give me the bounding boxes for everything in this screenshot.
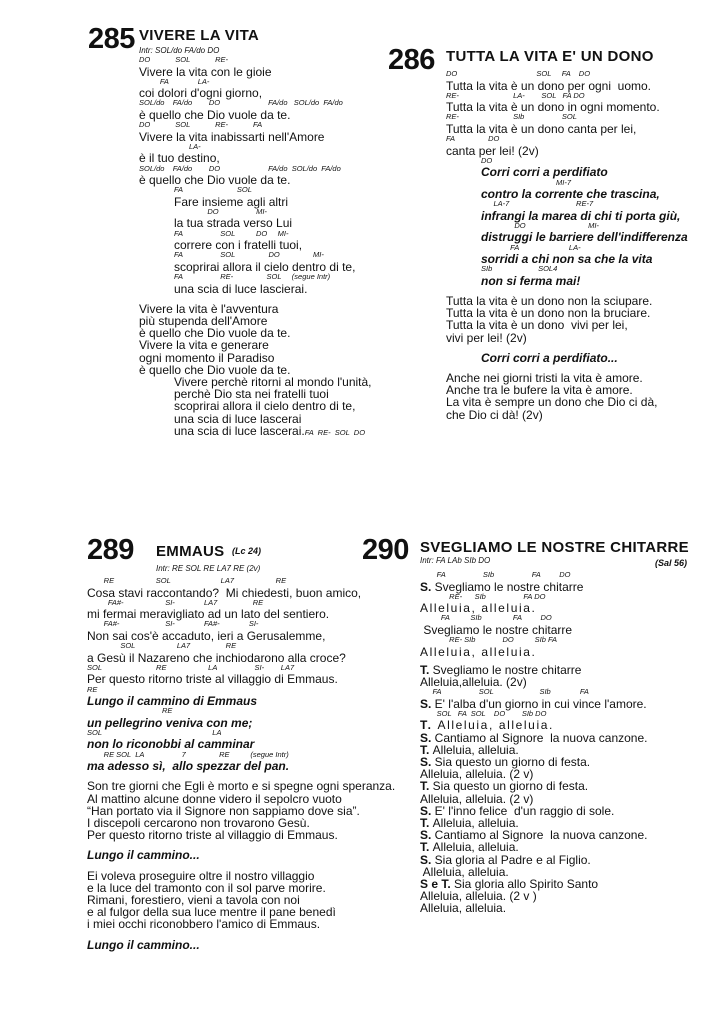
line-text: FA LA- bbox=[481, 242, 581, 252]
line-text: FA SIb FA DO bbox=[420, 570, 571, 579]
line-text: RE bbox=[87, 706, 173, 716]
line-text: DO MI- bbox=[481, 220, 599, 230]
line-text: Corri corri a perdifiato... bbox=[481, 350, 618, 365]
line-text: FA#- SI- FA#- SI- bbox=[87, 619, 259, 629]
lyric-line bbox=[174, 217, 292, 229]
line-text: Alleluia, alleluia. bbox=[420, 901, 507, 916]
speaker-label: T. bbox=[420, 816, 433, 830]
line-text: SIb SOL4 bbox=[481, 264, 558, 274]
line-text: una scia di luce lascierai. bbox=[174, 281, 308, 296]
line-text: è il tuo destino, bbox=[139, 151, 220, 166]
line-text: è quello che Dio vuole da te. bbox=[139, 173, 291, 187]
line-text: non lo riconobbi al camminar bbox=[87, 737, 255, 752]
lyric-line bbox=[174, 376, 372, 388]
refrain-line bbox=[87, 849, 200, 861]
lyric-line bbox=[174, 388, 329, 400]
line-text: FA RE- SOL (segue Intr) bbox=[174, 272, 331, 281]
line-text: è quello che Dio vuole da te. bbox=[139, 326, 291, 341]
chord-line bbox=[420, 710, 546, 718]
lyric-line bbox=[139, 315, 267, 327]
lyric-line bbox=[420, 581, 583, 593]
lyric-line bbox=[174, 400, 355, 412]
line-text: sorridi a chi non sa che la vita bbox=[481, 252, 653, 267]
lyric-line bbox=[420, 780, 588, 792]
lyric-line bbox=[446, 295, 652, 307]
intro-chords: Intr: FA LAb SIb DO bbox=[420, 556, 491, 565]
lyric-line bbox=[420, 890, 537, 902]
line-text: Vivere la vita è l'avventura bbox=[139, 301, 279, 316]
lyric-line bbox=[139, 152, 220, 164]
lyric-line bbox=[420, 744, 519, 756]
lyric-line bbox=[87, 829, 338, 841]
lyric-line bbox=[446, 123, 636, 135]
lyric-line bbox=[446, 101, 660, 113]
line-text: è quello che Dio vuole da te. bbox=[139, 107, 291, 122]
lyric-line bbox=[174, 261, 355, 273]
refrain-line bbox=[87, 738, 254, 750]
line-text: Alleluia, alleluia. bbox=[432, 742, 519, 757]
chord-line bbox=[139, 143, 201, 151]
line-text: Alleluia, alleluia. (2 v ) bbox=[420, 889, 537, 904]
intro-chords: Intr: RE SOL RE LA7 RE (2v) bbox=[156, 564, 261, 573]
chord-line bbox=[446, 135, 499, 143]
lyric-line bbox=[420, 602, 536, 614]
chord-line bbox=[87, 664, 294, 672]
line-text: scoprirai allora il cielo dentro di te, bbox=[174, 259, 356, 274]
line-text: Svegliamo le nostre chitarre bbox=[432, 662, 582, 677]
refrain-line bbox=[481, 166, 608, 178]
refrain-line bbox=[481, 352, 618, 364]
line-text: Ei voleva proseguire oltre il nostro villaggio bbox=[87, 868, 315, 883]
line-text: ma adesso sì, allo spezzar del pan. bbox=[87, 759, 290, 774]
chord-line bbox=[446, 92, 585, 100]
lyric-line bbox=[420, 624, 572, 636]
chord-line bbox=[446, 70, 590, 78]
line-text: RE SOL LA7 RE bbox=[87, 576, 287, 585]
chord-line bbox=[87, 751, 289, 759]
lyric-line bbox=[174, 239, 302, 251]
chord-line bbox=[87, 577, 286, 585]
song-title: EMMAUS bbox=[156, 543, 225, 560]
lyric-line bbox=[139, 327, 290, 339]
line-text: Alleluia, alleluia. bbox=[432, 816, 519, 830]
lyric-line bbox=[420, 698, 647, 710]
line-text: Fare insieme agli altri bbox=[174, 194, 289, 209]
lyric-line bbox=[446, 384, 633, 396]
chord-line bbox=[481, 222, 599, 230]
lyric-line bbox=[87, 918, 320, 930]
chord-line bbox=[87, 642, 236, 650]
refrain-line bbox=[481, 231, 688, 243]
speaker-label: S. bbox=[420, 579, 435, 594]
line-text: RE- SIb FA DO bbox=[420, 591, 546, 601]
line-text: Alleluia,alleluia. (2v) bbox=[420, 675, 527, 689]
line-text: più stupenda dell'Amore bbox=[139, 313, 268, 328]
line-text: un pellegrino veniva con me; bbox=[87, 715, 253, 730]
line-text: Lungo il cammino... bbox=[87, 848, 200, 863]
line-text: infrangi la marea di chi ti porta giù, bbox=[481, 208, 681, 223]
chord-line bbox=[174, 186, 252, 194]
lyric-line bbox=[420, 902, 506, 914]
line-text: Vivere la vita con le gioie bbox=[139, 64, 272, 79]
refrain-line bbox=[481, 275, 580, 287]
speaker-label: T. bbox=[420, 779, 433, 794]
line-text: Tutta la vita è un dono non la bruciare. bbox=[446, 306, 651, 321]
line-text: Sia gloria al Padre e al Figlio. bbox=[434, 852, 591, 867]
lyric-line bbox=[420, 664, 581, 676]
line-text: Tutta la vita è un dono canta per lei, bbox=[446, 121, 637, 136]
lyric-line bbox=[87, 882, 326, 894]
chord-line bbox=[174, 208, 267, 216]
lyric-line bbox=[446, 145, 539, 157]
chord-line bbox=[87, 686, 97, 694]
chord-line bbox=[139, 99, 343, 107]
line-text: RE- LA- SOL FA DO bbox=[446, 90, 585, 100]
lyric-line bbox=[87, 780, 395, 792]
refrain-line bbox=[87, 717, 252, 729]
line-text: Alleluia, alleluia. (2 v) bbox=[420, 791, 534, 806]
speaker-label: S. bbox=[420, 828, 435, 843]
lyric-line bbox=[139, 109, 290, 121]
line-text: e al fulgor della sua luce mentre il pane benedì bbox=[87, 905, 336, 920]
refrain-line bbox=[87, 939, 200, 951]
lyric-line bbox=[420, 768, 533, 780]
line-text: RE- SIb DO SIb FA bbox=[420, 635, 557, 645]
chord-line bbox=[87, 707, 172, 715]
lyric-line bbox=[446, 80, 651, 92]
lyric-line bbox=[139, 131, 324, 143]
line-text: canta per lei! (2v) bbox=[446, 143, 539, 158]
line-text: mi fermai meravigliato ad un lato del sentiero. bbox=[87, 607, 330, 622]
chord-line bbox=[139, 121, 262, 129]
line-text: La vita è sempre un dono che Dio ci dà, bbox=[446, 395, 658, 410]
line-text: Alleluia, alleluia. bbox=[420, 601, 537, 616]
line-text: SOL RE LA SI- LA7 bbox=[87, 662, 295, 672]
lyric-line bbox=[139, 174, 290, 186]
line-text: Anche tra le bufere la vita è amore. bbox=[446, 383, 633, 398]
chord-line bbox=[87, 620, 258, 628]
line-text: Tutta la vita è un dono in ogni momento. bbox=[446, 100, 660, 115]
song-title: SVEGLIAMO LE NOSTRE CHITARRE bbox=[420, 539, 689, 556]
chord-line bbox=[481, 200, 593, 208]
lyric-line bbox=[174, 196, 288, 208]
line-text: LA- bbox=[139, 141, 201, 151]
line-text: E' l'alba d'un giorno in cui vince l'amore. bbox=[434, 696, 647, 711]
line-text: a Gesù il Nazareno che inchiodarono alla croce? bbox=[87, 650, 346, 665]
line-text: “Han portato via il Signore non sappiamo dove sia”. bbox=[87, 803, 360, 818]
lyric-line bbox=[420, 805, 614, 817]
lyric-line bbox=[420, 866, 509, 878]
lyric-line bbox=[87, 870, 314, 882]
line-text: Sia questo un giorno di festa. bbox=[434, 755, 591, 769]
line-text: Sia gloria allo Spirito Santo bbox=[454, 877, 599, 891]
chord-line bbox=[420, 593, 545, 601]
speaker-label: S. bbox=[420, 803, 435, 818]
lyric-line bbox=[139, 87, 262, 99]
lyric-line bbox=[446, 372, 643, 384]
chord-line bbox=[420, 636, 557, 644]
line-text: SOL LA7 RE bbox=[87, 641, 237, 651]
speaker-label: S. bbox=[420, 696, 435, 711]
line-text: FA SIb FA DO bbox=[420, 613, 552, 623]
line-text: una scia di luce lascerai bbox=[174, 411, 302, 426]
line-text: DO MI- bbox=[174, 206, 267, 216]
song-title: TUTTA LA VITA E' UN DONO bbox=[446, 48, 654, 65]
line-text: Sia questo un giorno di festa. bbox=[432, 779, 589, 794]
song-number: 285 bbox=[88, 23, 135, 55]
line-text: Vivere la vita e generare bbox=[139, 338, 269, 353]
chord-line bbox=[174, 251, 324, 259]
lyric-line bbox=[420, 676, 527, 688]
line-text: DO SOL RE- bbox=[139, 55, 229, 64]
line-text: Alleluia, alleluia. bbox=[437, 718, 554, 733]
lyric-line bbox=[446, 409, 543, 421]
lyric-line bbox=[420, 841, 519, 853]
line-text: vivi per lei! (2v) bbox=[446, 330, 527, 345]
chord-line bbox=[481, 244, 581, 252]
lyric-line bbox=[87, 673, 338, 685]
lyric-line bbox=[87, 587, 361, 599]
lyric-line bbox=[87, 630, 325, 642]
line-text: Alleluia, alleluia. bbox=[420, 864, 509, 879]
line-text: contro la corrente che trascina, bbox=[481, 187, 660, 201]
line-text: la tua strada verso Lui bbox=[174, 216, 293, 231]
line-text: LA-7 RE-7 bbox=[481, 199, 594, 209]
song-number: 289 bbox=[87, 534, 134, 566]
line-text: FA SOL bbox=[174, 185, 252, 195]
lyric-line bbox=[446, 396, 657, 408]
chord-line bbox=[174, 230, 288, 238]
line-text: DO SOL FA DO bbox=[446, 69, 591, 78]
refrain-line bbox=[481, 188, 660, 200]
chord-line bbox=[420, 688, 589, 696]
line-text: Alleluia, alleluia. (2 v) bbox=[420, 767, 534, 782]
line-text: Cantiamo al Signore la nuova canzone. bbox=[434, 730, 648, 745]
line-text: è quello che Dio vuole da te. bbox=[139, 362, 291, 377]
speaker-label: S. bbox=[420, 730, 435, 745]
line-text: E' l'inno felice d'un raggio di sole. bbox=[434, 803, 615, 818]
lyric-line bbox=[420, 817, 519, 829]
speaker-label: T. bbox=[420, 742, 433, 757]
lyric-line bbox=[420, 793, 533, 805]
speaker-label: T. bbox=[420, 840, 433, 855]
song-number: 286 bbox=[388, 44, 435, 76]
line-text: Vivere perchè ritorni al mondo l'unità, bbox=[174, 374, 372, 389]
lyric-line bbox=[420, 646, 536, 658]
line-text: Corri corri a perdifiato bbox=[481, 165, 608, 180]
lyric-line bbox=[139, 66, 272, 78]
lyric-line bbox=[174, 283, 307, 295]
chord-line bbox=[481, 265, 557, 273]
lyric-line bbox=[139, 339, 269, 351]
trailing-chords: FA RE- SOL DO bbox=[304, 427, 366, 437]
line-text: non si ferma mai! bbox=[481, 273, 581, 288]
line-text: RE bbox=[87, 684, 98, 694]
intro-chords: Intr: SOL/do FA/do DO bbox=[139, 46, 220, 55]
lyric-line bbox=[420, 854, 591, 866]
lyric-line bbox=[87, 817, 310, 829]
refrain-line bbox=[87, 760, 289, 772]
line-text: e la luce del tramonto con il sol parve morire. bbox=[87, 880, 326, 895]
line-text: SOL/do FA/do DO FA/do SOL/do FA/do bbox=[139, 163, 341, 173]
line-text: SOL FA SOL DO SIb DO bbox=[420, 708, 547, 718]
lyric-line bbox=[420, 732, 647, 744]
line-text: Per questo ritorno triste al villaggio di Emmaus. bbox=[87, 672, 338, 687]
line-text: Rimani, forestiero, vieni a tavola con noi bbox=[87, 892, 300, 907]
line-text: Non sai cos'è accaduto, ieri a Gerusalemme, bbox=[87, 628, 326, 643]
chord-line bbox=[420, 571, 570, 579]
scripture-reference: (Lc 24) bbox=[232, 546, 262, 556]
line-text: distruggi le barriere dell'indifferenza bbox=[481, 230, 688, 245]
line-text: Vivere la vita inabissarti nell'Amore bbox=[139, 129, 325, 144]
line-text: Lungo il cammino di Emmaus bbox=[87, 694, 258, 708]
refrain-line bbox=[481, 210, 680, 222]
song-title: VIVERE LA VITA bbox=[139, 27, 260, 44]
line-text: Svegliamo le nostre chitarre bbox=[420, 622, 573, 637]
line-text: FA SOL SIb FA bbox=[420, 687, 589, 697]
line-text: Tutta la vita è un dono per ogni uomo. bbox=[446, 78, 652, 93]
line-text: DO SOL RE- FA bbox=[139, 120, 263, 130]
chord-line bbox=[87, 729, 221, 737]
lyric-line bbox=[139, 352, 274, 364]
lyric-line bbox=[420, 719, 554, 731]
speaker-label: T. bbox=[420, 662, 433, 677]
line-text: RE- SIb SOL bbox=[446, 112, 577, 122]
line-text: Anche nei giorni tristi la vita è amore. bbox=[446, 371, 643, 385]
speaker-label: T. bbox=[420, 718, 438, 733]
line-text: Cantiamo al Signore la nuova canzone. bbox=[434, 828, 648, 843]
refrain-line bbox=[87, 695, 257, 707]
lyric-line bbox=[87, 608, 329, 620]
line-text: FA SOL DO MI- bbox=[174, 228, 289, 238]
chord-line bbox=[481, 157, 492, 165]
lyric-line bbox=[139, 364, 290, 376]
chord-line bbox=[446, 113, 577, 121]
line-text: Son tre giorni che Egli è morto e si spegne ogni speranza. bbox=[87, 779, 396, 794]
line-text: Tutta la vita è un dono vivi per lei, bbox=[446, 318, 628, 333]
chord-line bbox=[87, 599, 263, 607]
line-text: correre con i fratelli tuoi, bbox=[174, 238, 303, 253]
speaker-label: S e T. bbox=[420, 877, 455, 891]
line-text: MI-7 bbox=[481, 177, 572, 187]
line-text: FA DO bbox=[446, 134, 500, 144]
lyric-line bbox=[174, 413, 301, 425]
line-text: i miei occhi riconobbero l'amico di Emmaus. bbox=[87, 917, 321, 932]
line-text: SOL/do FA/do DO FA/do SOL/do FA/do bbox=[139, 98, 343, 108]
refrain-line bbox=[481, 253, 652, 265]
lyric-line bbox=[87, 805, 360, 817]
line-text: Svegliamo le nostre chitarre bbox=[434, 579, 584, 594]
lyric-line bbox=[174, 425, 365, 439]
chord-line bbox=[174, 273, 330, 281]
line-text: FA#- SI- LA7 RE bbox=[87, 597, 264, 607]
lyric-line bbox=[87, 793, 342, 805]
lyric-line bbox=[420, 756, 590, 768]
lyric-line bbox=[139, 303, 278, 315]
line-text: perchè Dio sta nei fratelli tuoi bbox=[174, 387, 329, 402]
chord-line bbox=[139, 78, 209, 86]
line-text: Alleluia, alleluia. bbox=[420, 644, 537, 659]
line-text: una scia di luce lascerai. bbox=[174, 423, 305, 438]
lyric-line bbox=[446, 307, 650, 319]
lyric-line bbox=[420, 829, 647, 841]
line-text: Alleluia, alleluia. bbox=[432, 840, 519, 855]
chord-line bbox=[139, 165, 341, 173]
line-text: ogni momento il Paradiso bbox=[139, 350, 275, 365]
line-text: Cosa stavi raccontando? Mi chiedesti, buon amico, bbox=[87, 585, 362, 600]
speaker-label: S. bbox=[420, 755, 435, 769]
line-text: coi dolori d'ogni giorno, bbox=[139, 86, 263, 101]
lyric-line bbox=[87, 652, 346, 664]
lyric-line bbox=[87, 906, 336, 918]
lyric-line bbox=[446, 319, 628, 331]
song-number: 290 bbox=[362, 534, 409, 566]
line-text: RE SOL LA 7 RE (segue Intr) bbox=[87, 749, 289, 759]
line-text: DO bbox=[481, 155, 493, 165]
lyric-line bbox=[446, 332, 527, 344]
line-text: Al mattino alcune donne videro il sepolcro vuoto bbox=[87, 791, 342, 806]
scripture-reference: (Sal 56) bbox=[655, 558, 688, 568]
lyric-line bbox=[87, 894, 300, 906]
line-text: che Dio ci dà! (2v) bbox=[446, 407, 543, 422]
line-text: FA LA- bbox=[139, 76, 210, 86]
line-text: Tutta la vita è un dono non la sciupare. bbox=[446, 294, 653, 308]
line-text: FA SOL DO MI- bbox=[174, 250, 324, 260]
chord-line bbox=[139, 56, 228, 64]
speaker-label: S. bbox=[420, 852, 435, 867]
chord-line bbox=[481, 179, 571, 187]
chord-line bbox=[420, 614, 552, 622]
line-text: Per questo ritorno triste al villaggio di Emmaus. bbox=[87, 828, 338, 843]
line-text: SOL LA bbox=[87, 727, 222, 737]
line-text: Lungo il cammino... bbox=[87, 937, 200, 952]
lyric-line bbox=[420, 878, 598, 890]
line-text: I discepoli cercarono non trovarono Gesù. bbox=[87, 815, 310, 830]
line-text: scoprirai allora il cielo dentro di te, bbox=[174, 399, 356, 414]
